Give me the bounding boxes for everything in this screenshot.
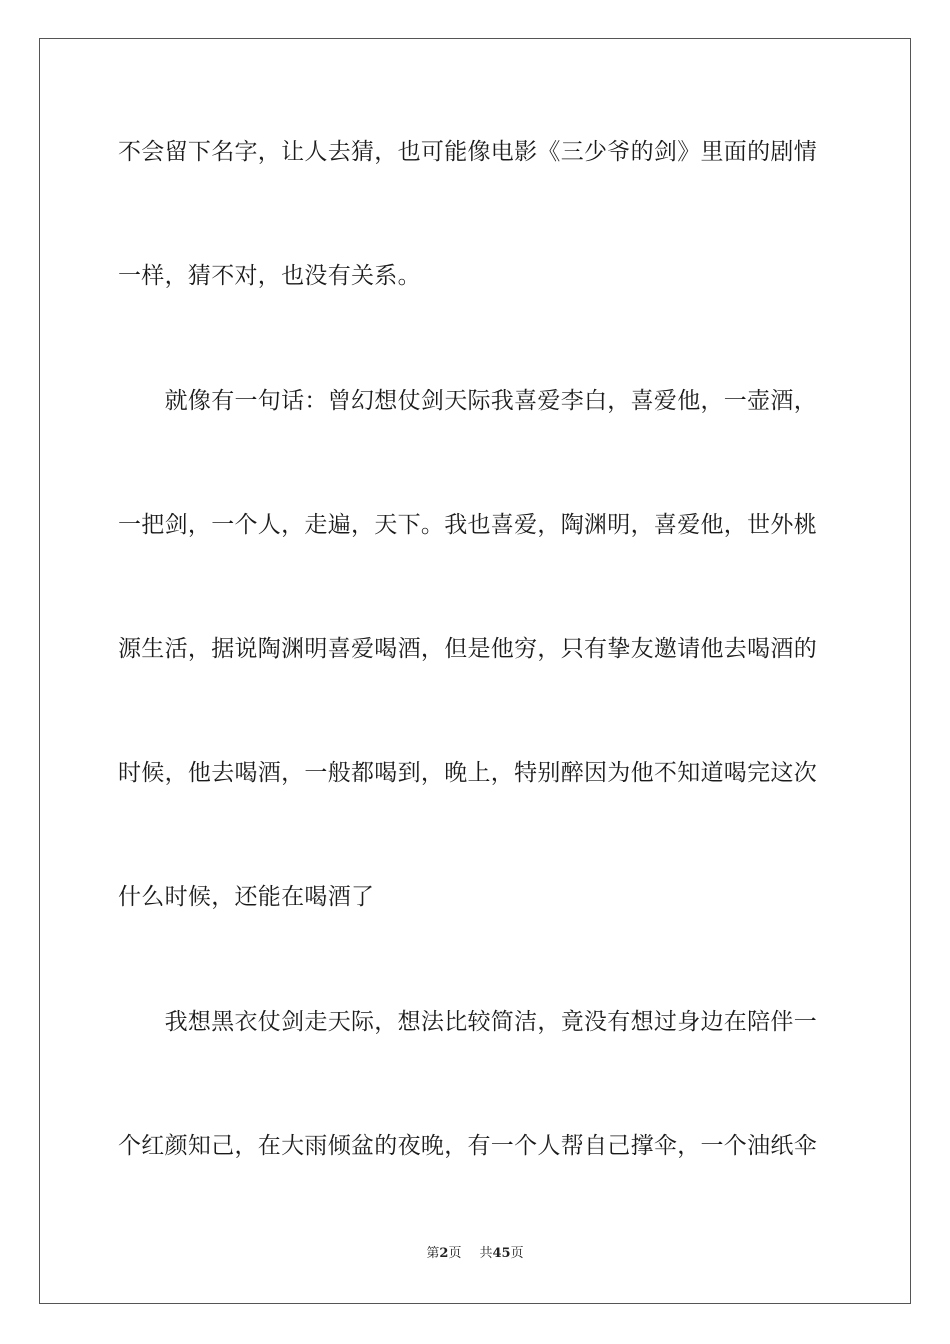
page-number: 2: [439, 1246, 449, 1261]
body-line-7: 什么时候，还能在喝酒了: [118, 884, 375, 910]
body-line-4: 一把剑，一个人，走遍，天下。我也喜爱，陶渊明，喜爱他，世外桃: [118, 512, 817, 538]
total-pages: 45: [492, 1246, 511, 1261]
page-border: [39, 38, 911, 1304]
total-prefix: 共: [479, 1246, 493, 1261]
body-line-3: 就像有一句话：曾幻想仗剑天际我喜爱李白，喜爱他，一壶酒，: [118, 388, 817, 414]
body-line-1: 不会留下名字，让人去猜，也可能像电影《三少爷的剑》里面的剧情: [118, 139, 817, 165]
body-line-8: 我想黑衣仗剑走天际，想法比较简洁，竟没有想过身边在陪伴一: [118, 1009, 817, 1035]
body-line-5: 源生活，据说陶渊明喜爱喝酒，但是他穷，只有挚友邀请他去喝酒的: [118, 636, 817, 662]
body-line-2: 一样，猜不对，也没有关系。: [118, 263, 421, 289]
body-line-9: 个红颜知己，在大雨倾盆的夜晚，有一个人帮自己撑伞，一个油纸伞: [118, 1133, 817, 1159]
page-footer: [0, 1245, 950, 1263]
body-line-6: 时候，他去喝酒，一般都喝到，晚上，特别醉因为他不知道喝完这次: [118, 760, 817, 786]
total-suffix: 页: [510, 1246, 524, 1261]
page-prefix: 第: [426, 1246, 440, 1261]
page-suffix: 页: [448, 1246, 462, 1261]
